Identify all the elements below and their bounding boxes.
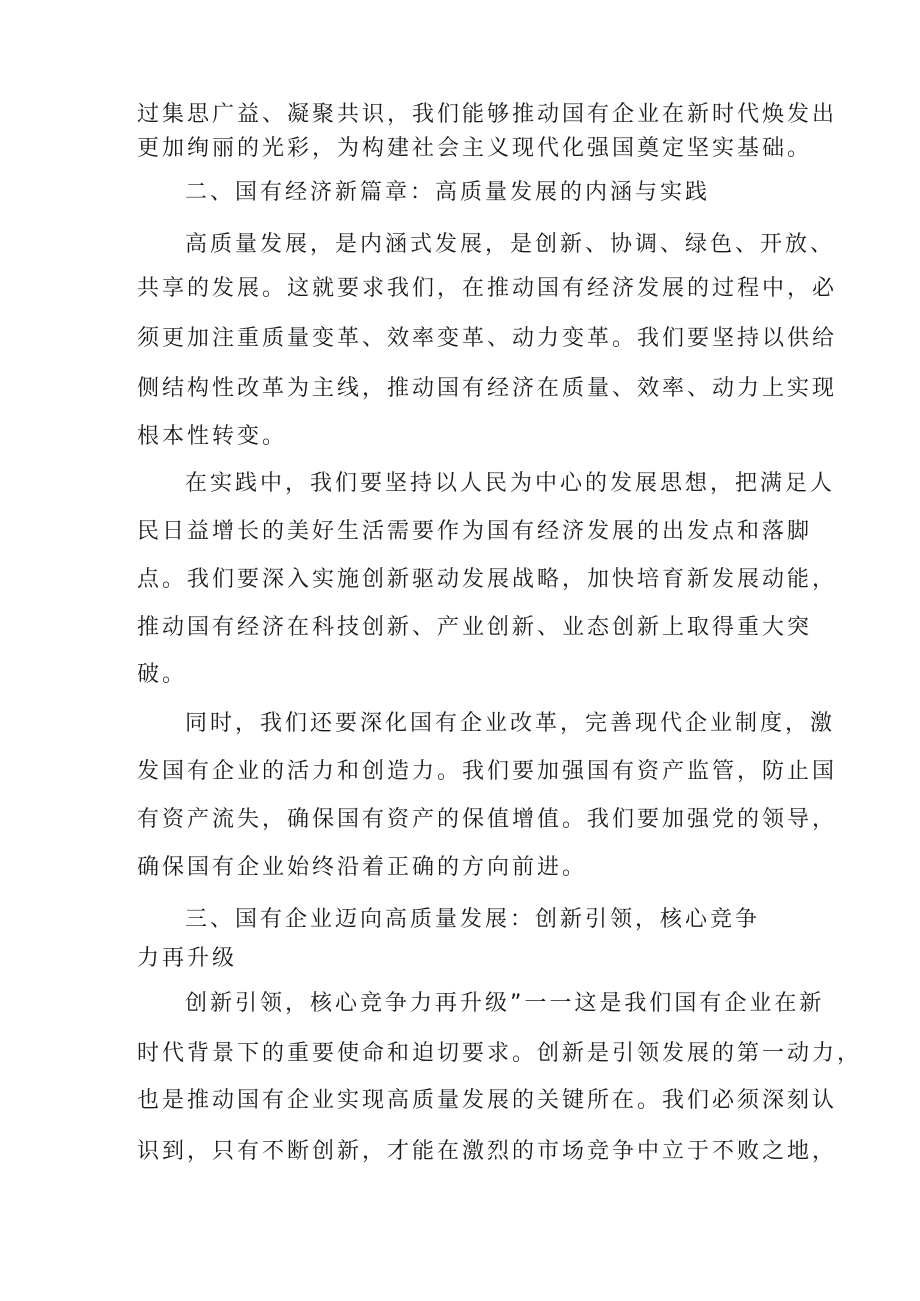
text-line: 破。 [137,662,188,687]
text-line: 高质量发展，是内涵式发展，是创新、协调、绿色、开放、 [185,232,836,257]
text-line: 在实践中，我们要坚持以人民为中心的发展思想，把满足人 [185,471,836,496]
text-line: 时代背景下的重要使命和迫切要求。创新是引领发展的第一动力， [137,1041,863,1066]
text-line: 侧结构性改革为主线，推动国有经济在质量、效率、动力上实现 [137,376,838,401]
text-line: 同时，我们还要深化国有企业改革，完善现代企业制度，激 [185,711,836,736]
text-line: 根本性转变。 [137,424,288,449]
section-heading: 三、国有企业迈向高质量发展：创新引领，核心竞争 [185,907,761,932]
text-line: 推动国有经济在科技创新、产业创新、业态创新上取得重大突 [137,615,813,640]
text-line: 也是推动国有企业实现高质量发展的关键所在。我们必须深刻认 [137,1088,838,1113]
text-line: 识到，只有不断创新，才能在激烈的市场竞争中立于不败之地， [137,1139,838,1164]
text-line: 点。我们要深入实施创新驱动发展战略，加快培育新发展动能， [137,567,838,592]
text-line: 更加绚丽的光彩，为构建社会主义现代化强国奠定坚实基础。 [137,136,813,161]
section-heading: 力再升级 [137,946,238,971]
text-line: 过集思广益、凝聚共识，我们能够推动国有企业在新时代焕发出 [137,102,838,127]
text-line: 须更加注重质量变革、效率变革、动力变革。我们要坚持以供给 [137,326,838,351]
section-heading: 二、国有经济新篇章：高质量发展的内涵与实践 [185,180,711,205]
text-line: 确保国有企业始终沿着正确的方向前进。 [137,855,588,880]
text-line: 发国有企业的活力和创造力。我们要加强国有资产监管，防止国 [137,759,838,784]
text-line: 创新引领，核心竞争力再升级”一一这是我们国有企业在新 [185,991,825,1016]
text-line: 有资产流失，确保国有资产的保值增值。我们要加强党的领导， [137,807,838,832]
text-line: 共享的发展。这就要求我们，在推动国有经济发展的过程中，必 [137,276,838,301]
text-line: 民日益增长的美好生活需要作为国有经济发展的出发点和落脚 [137,519,813,544]
